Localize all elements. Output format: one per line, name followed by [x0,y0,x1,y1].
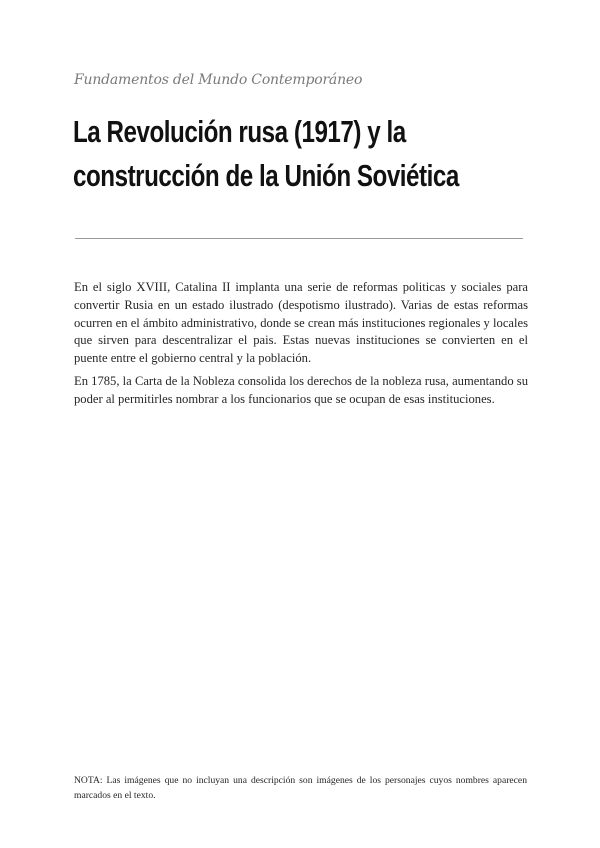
series-title: Fundamentos del Mundo Contemporáneo [74,72,363,88]
title-line-1: La Revolución rusa (1917) y la [73,114,406,149]
horizontal-divider [75,238,523,239]
title-line-2: construcción de la Unión Soviética [73,158,459,193]
page-title [73,110,543,198]
paragraph-2: En 1785, la Carta de la Nobleza consolida los derechos de la nobleza rusa, aumentando su poder al permitirles nombrar a los funcionarios que se ocupan de esas instituciones. [74,373,528,406]
footnote: NOTA: Las imágenes que no incluyan una descripción son imágenes de los personajes cuyos nombres aparecen marcados en el texto. [74,775,527,801]
paragraph-1: En el siglo XVIII, Catalina II implanta una serie de reformas politicas y sociales para convertir Rusia en un estado ilustrado (despotismo ilustrado). Varias de estas reformas ocurren en el ámbito administrativo, donde se crean más instituciones regionales y locales que sirven para descentralizar el pais. Estas nuevas instituciones se convierten en el puente entre el gobierno central y la población. [74,280,528,366]
body-text [74,279,528,414]
